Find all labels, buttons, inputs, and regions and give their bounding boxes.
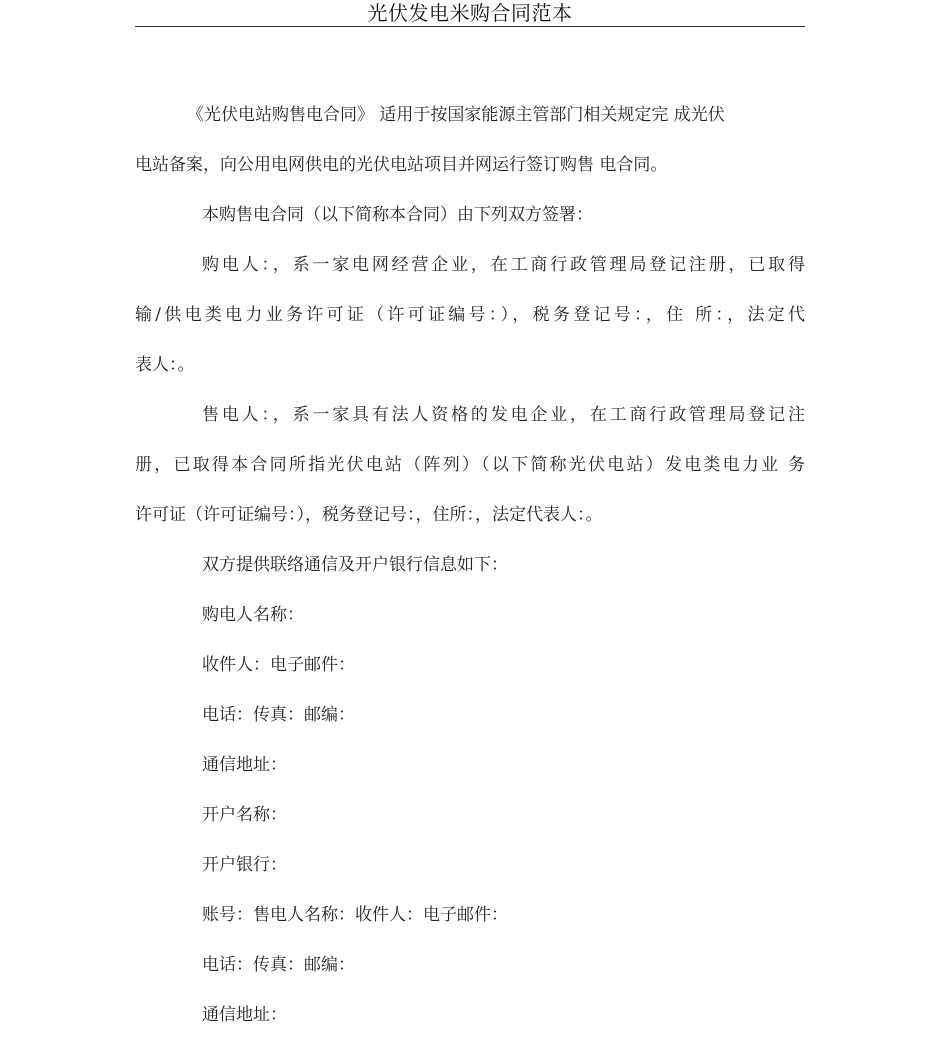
field-label: 通信地址： [202, 1005, 287, 1025]
document-header [135, 0, 805, 27]
paragraph-line: 电站备案，向公用电网供电的光伏电站项目并网运行签订购售 电合同。 [135, 155, 668, 175]
field-label: 开户银行： [202, 855, 287, 875]
document-title: 光伏发电米购合同范本 [367, 1, 573, 25]
paragraph-line: 许可证（许可证编号：），税务登记号：，住所：，法定代表人：。 [135, 505, 603, 525]
paragraph-line: 本购售电合同（以下简称本合同）由下列双方签署： [202, 205, 593, 225]
field-label: 电话：传真：邮编： [202, 955, 355, 975]
paragraph-line: 售电人：，系一家具有法人资格的发电企业，在工商行政管理局登记注 [202, 405, 805, 425]
field-label: 电话：传真：邮编： [202, 705, 355, 725]
field-label: 账号：售电人名称：收件人：电子邮件： [202, 905, 508, 925]
paragraph-line: 输/供电类电力业务许可证（许可证编号：），税务登记号：，住 所：，法定代 [135, 305, 805, 325]
field-label: 收件人：电子邮件： [202, 655, 355, 675]
paragraph-line: 双方提供联络通信及开户银行信息如下： [202, 555, 508, 575]
paragraph-line: 《光伏电站购售电合同》 适用于按国家能源主管部门相关规定完 成光伏 [187, 105, 725, 125]
paragraph-line: 购电人：，系一家电网经营企业，在工商行政管理局登记注册，已取得 [202, 255, 805, 275]
field-label: 通信地址： [202, 755, 287, 775]
paragraph-line: 册，已取得本合同所指光伏电站（阵列）（以下简称光伏电站）发电类电力业 务 [135, 455, 805, 475]
document-body [135, 90, 805, 1040]
field-label: 开户名称： [202, 805, 287, 825]
field-label: 购电人名称： [202, 605, 304, 625]
paragraph-line: 表人：。 [135, 355, 195, 375]
